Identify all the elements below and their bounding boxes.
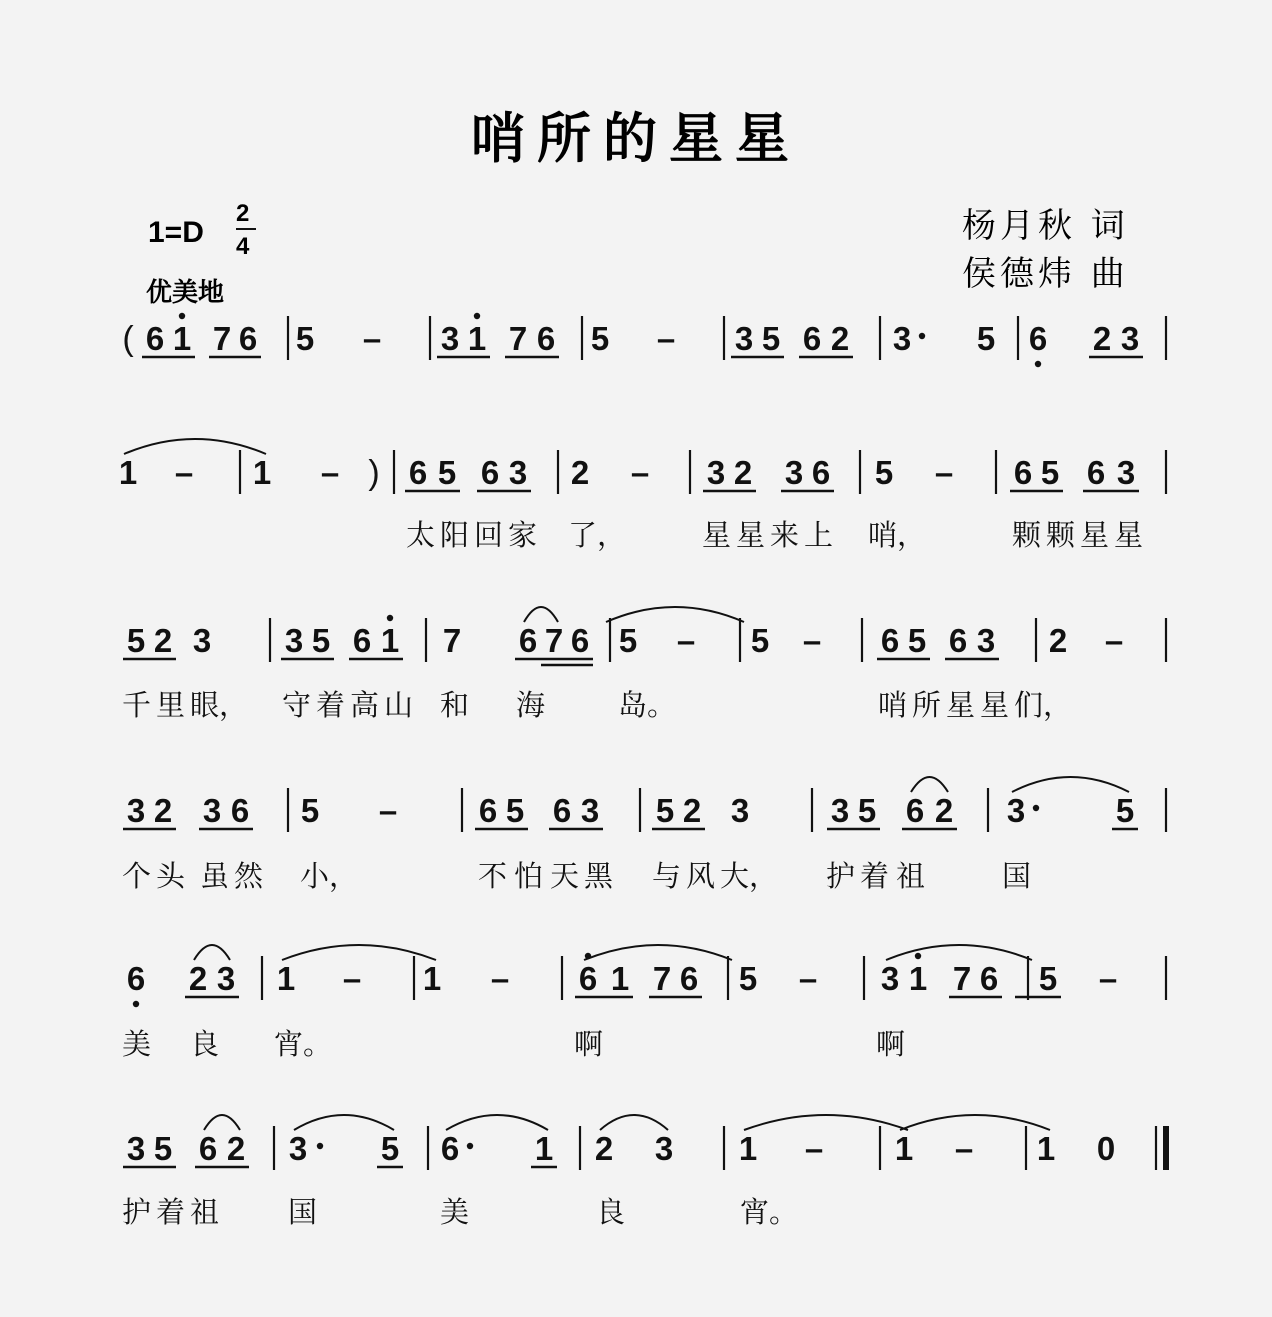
lyric-syllable: 着 (156, 1195, 186, 1229)
rest-dash: – (954, 1130, 974, 1167)
note: 2 (830, 320, 850, 357)
note: 2 (682, 792, 702, 829)
note: 3 (1120, 320, 1140, 357)
note: 5 (1040, 454, 1060, 491)
note: 2 (570, 454, 590, 491)
note: 1 (467, 320, 487, 357)
song-title: 哨所的星星 (471, 106, 801, 170)
note: 6 (352, 622, 372, 659)
lyric-syllable: 哨 (878, 688, 908, 722)
note: 5 (590, 320, 610, 357)
rest-dash: – (798, 960, 818, 997)
octave-dot-above (179, 313, 185, 319)
slur (294, 1115, 394, 1130)
lyric-syllable: 岛。 (618, 688, 677, 722)
octave-dot-below (133, 1001, 139, 1007)
lyric-syllable: 美 (440, 1195, 470, 1229)
note: 1 (422, 960, 442, 997)
note: 1 (172, 320, 192, 357)
note: 5 (505, 792, 525, 829)
note: 1 (380, 622, 400, 659)
note: 1 (738, 1130, 758, 1167)
lyric-syllable: 守 (282, 688, 312, 722)
note: 1 (908, 960, 928, 997)
note: 5 (976, 320, 996, 357)
rest-dash: – (1104, 622, 1124, 659)
note: 5 (1038, 960, 1058, 997)
lyric-syllable: 啊 (574, 1027, 604, 1061)
slur (524, 607, 558, 622)
note: 6 (570, 622, 590, 659)
note: 6 (230, 792, 250, 829)
rest-dash: – (490, 960, 510, 997)
lyric-syllable: 颗 (1046, 518, 1076, 552)
note: 2 (934, 792, 954, 829)
lyric-syllable: 星 (1114, 518, 1144, 552)
rest-dash: – (630, 454, 650, 491)
lyric-syllable: 着 (316, 688, 346, 722)
lyric-syllable: 高 (350, 688, 380, 722)
lyric-syllable: 祖 (896, 859, 926, 893)
lyric-syllable: 所 (912, 688, 942, 722)
note: 6 (1013, 454, 1033, 491)
note: 6 (198, 1130, 218, 1167)
note: 2 (188, 960, 208, 997)
note: 3 (880, 960, 900, 997)
note: 6 (979, 960, 999, 997)
rest-dash: – (1098, 960, 1118, 997)
note: 3 (734, 320, 754, 357)
note: 3 (126, 1130, 146, 1167)
note: 6 (578, 960, 598, 997)
note: 3 (288, 1130, 308, 1167)
note: 3 (706, 454, 726, 491)
rest-dash: – (320, 454, 340, 491)
note: 3 (126, 792, 146, 829)
note: 2 (1048, 622, 1068, 659)
lyric-syllable: 小， (300, 859, 359, 893)
lyric-syllable: 星 (1080, 518, 1110, 552)
lyric-syllable: 星 (702, 518, 732, 552)
note: 7 (652, 960, 672, 997)
note: 6 (1086, 454, 1106, 491)
slur (194, 945, 230, 960)
slur (124, 439, 266, 454)
lyric-syllable: 来 (770, 518, 800, 552)
note: 5 (655, 792, 675, 829)
slur (600, 1115, 668, 1130)
note: 5 (153, 1130, 173, 1167)
note: 5 (437, 454, 457, 491)
note: 2 (1092, 320, 1112, 357)
rest-dash: – (802, 622, 822, 659)
slur (204, 1115, 240, 1130)
lyric-syllable: 祖 (190, 1195, 220, 1229)
note: 6 (126, 960, 146, 997)
note: 7 (508, 320, 528, 357)
octave-dot-above (474, 313, 480, 319)
lyric-syllable: 宵。 (740, 1195, 799, 1229)
slur (584, 945, 732, 960)
note: 5 (907, 622, 927, 659)
lyric-syllable: 大， (720, 859, 779, 893)
slur (606, 607, 744, 622)
lyric-syllable: 虽 (200, 859, 230, 893)
octave-dot-above (585, 953, 591, 959)
lyric-syllable: 良 (190, 1027, 220, 1061)
augmentation-dot (1033, 805, 1039, 811)
note: 3 (1006, 792, 1026, 829)
rest-dash: – (362, 320, 382, 357)
close-paren: ) (368, 454, 380, 492)
slur (886, 945, 1032, 960)
rest-dash: – (804, 1130, 824, 1167)
note: 2 (153, 622, 173, 659)
note: 2 (733, 454, 753, 491)
note: 3 (440, 320, 460, 357)
lyric-syllable: 海 (516, 688, 546, 722)
octave-dot-above (915, 953, 921, 959)
slur (446, 1115, 548, 1130)
rest-dash: – (174, 454, 194, 491)
lyric-syllable: 千 (122, 688, 152, 722)
note: 5 (761, 320, 781, 357)
lyric-syllable: 颗 (1012, 518, 1042, 552)
note: 5 (857, 792, 877, 829)
note: 5 (295, 320, 315, 357)
note: 5 (618, 622, 638, 659)
rest-dash: – (342, 960, 362, 997)
note: 1 (894, 1130, 914, 1167)
lyric-syllable: 星 (946, 688, 976, 722)
note: 1 (276, 960, 296, 997)
lyric-syllable: 天 (550, 859, 580, 893)
rest-dash: – (934, 454, 954, 491)
note: 3 (654, 1130, 674, 1167)
augmentation-dot (317, 1143, 323, 1149)
lyric-syllable: 星 (736, 518, 766, 552)
lyric-syllable: 回 (474, 518, 504, 552)
note: 6 (679, 960, 699, 997)
lyric-syllable: 怕 (514, 859, 544, 893)
time-signature-bottom: 4 (236, 233, 250, 260)
note: 3 (192, 622, 212, 659)
note: 6 (518, 622, 538, 659)
note: 6 (811, 454, 831, 491)
lyricist-credit: 杨月秋 词 (962, 206, 1129, 246)
lyric-syllable: 星 (980, 688, 1010, 722)
time-signature-top: 2 (236, 200, 250, 227)
slur (1012, 777, 1129, 792)
octave-dot-above (387, 615, 393, 621)
lyric-syllable: 里 (156, 688, 186, 722)
note: 5 (1115, 792, 1135, 829)
note: 5 (738, 960, 758, 997)
open-paren: ( (122, 320, 134, 358)
note: 3 (202, 792, 222, 829)
lyric-syllable: 们， (1014, 688, 1073, 722)
lyric-syllable: 和 (440, 688, 470, 722)
rest-dash: – (378, 792, 398, 829)
note: 3 (508, 454, 528, 491)
augmentation-dot (919, 333, 925, 339)
note: 5 (300, 792, 320, 829)
note: 2 (153, 792, 173, 829)
slur (744, 1115, 908, 1130)
lyric-syllable: 头 (156, 859, 186, 893)
octave-dot-below (1035, 361, 1041, 367)
note: 3 (730, 792, 750, 829)
lyric-syllable: 风 (686, 859, 716, 893)
note: 7 (442, 622, 462, 659)
lyric-syllable: 哨， (868, 518, 927, 552)
note: 2 (594, 1130, 614, 1167)
note: 3 (284, 622, 304, 659)
note: 6 (880, 622, 900, 659)
tempo-marking: 优美地 (146, 278, 225, 308)
key-signature: 1=D (148, 216, 204, 249)
augmentation-dot (467, 1143, 473, 1149)
note: 3 (892, 320, 912, 357)
lyric-syllable: 然 (234, 859, 264, 893)
note: 6 (478, 792, 498, 829)
note: 6 (480, 454, 500, 491)
note: 7 (952, 960, 972, 997)
lyric-syllable: 与 (652, 859, 682, 893)
lyric-syllable: 美 (122, 1027, 152, 1061)
note: 1 (252, 454, 272, 491)
note: 0 (1096, 1130, 1116, 1167)
note: 6 (905, 792, 925, 829)
note: 6 (408, 454, 428, 491)
lyric-syllable: 家 (508, 518, 538, 552)
lyric-syllable: 啊 (876, 1027, 906, 1061)
note: 6 (145, 320, 165, 357)
note: 7 (212, 320, 232, 357)
lyric-syllable: 着 (860, 859, 890, 893)
rest-dash: – (676, 622, 696, 659)
note: 6 (536, 320, 556, 357)
note: 3 (976, 622, 996, 659)
note: 1 (1036, 1130, 1056, 1167)
lyric-syllable: 黑 (584, 859, 614, 893)
slur (900, 1115, 1050, 1130)
note: 6 (440, 1130, 460, 1167)
lyric-syllable: 国 (288, 1195, 318, 1229)
lyric-syllable: 眼， (190, 688, 249, 722)
note: 6 (948, 622, 968, 659)
note: 5 (126, 622, 146, 659)
rest-dash: – (656, 320, 676, 357)
note: 1 (610, 960, 630, 997)
note: 2 (226, 1130, 246, 1167)
note: 7 (544, 622, 564, 659)
composer-credit: 侯德炜 曲 (962, 254, 1129, 294)
lyric-syllable: 山 (384, 688, 414, 722)
final-barline (1163, 1126, 1169, 1170)
lyric-syllable: 护 (826, 859, 856, 893)
note: 5 (874, 454, 894, 491)
lyric-syllable: 国 (1002, 859, 1032, 893)
lyric-syllable: 上 (804, 518, 834, 552)
note: 5 (311, 622, 331, 659)
lyric-syllable: 太 (406, 518, 436, 552)
lyric-syllable: 护 (122, 1195, 152, 1229)
lyric-syllable: 不 (478, 859, 508, 893)
note: 6 (238, 320, 258, 357)
lyric-syllable: 了， (568, 518, 627, 552)
note: 3 (830, 792, 850, 829)
lyric-syllable: 良 (596, 1195, 626, 1229)
slur (911, 777, 948, 792)
note: 3 (784, 454, 804, 491)
lyric-syllable: 阳 (440, 518, 470, 552)
note: 3 (216, 960, 236, 997)
note: 5 (750, 622, 770, 659)
note: 3 (1116, 454, 1136, 491)
note: 3 (580, 792, 600, 829)
note: 1 (534, 1130, 554, 1167)
lyric-syllable: 个 (122, 859, 152, 893)
note: 1 (118, 454, 138, 491)
note: 6 (802, 320, 822, 357)
note: 6 (1028, 320, 1048, 357)
lyric-syllable: 宵。 (274, 1027, 333, 1061)
note: 6 (552, 792, 572, 829)
note: 5 (380, 1130, 400, 1167)
